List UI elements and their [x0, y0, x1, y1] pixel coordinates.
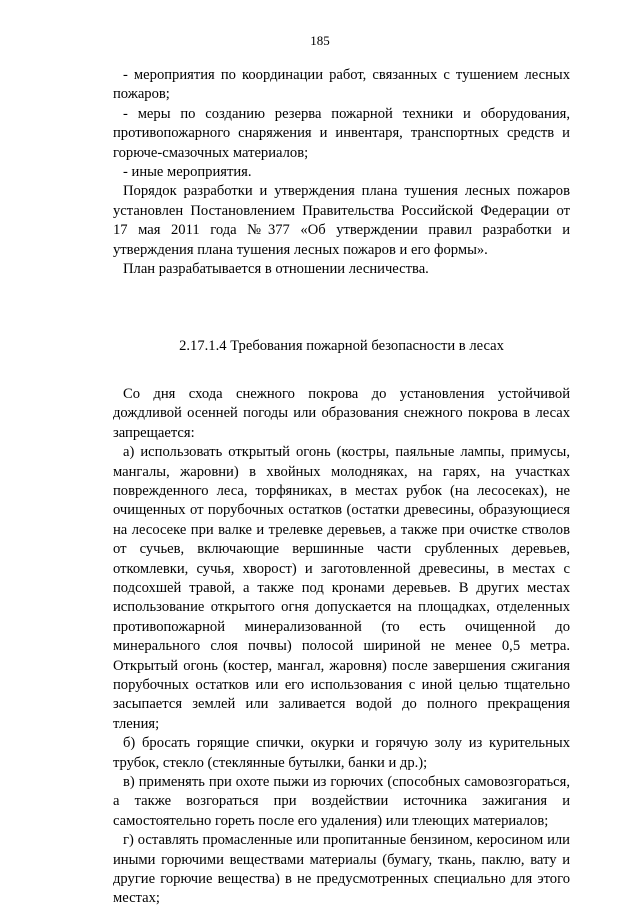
paragraph-plan-procedure: Порядок разработки и утверждения плана тушения лесных пожаров установлен Постановлением Правительства Российской Федерации от 17 мая 2011 года №377 «Об утверждении правил разработки и утверждения плана тушения лесных пожаров и его формы». — [113, 183, 570, 258]
paragraph-item-v: в) применять при охоте пыжи из горючих (способных самовозгораться, а также возгораться при воздействии источника зажигания и самостоятельно гореть после его удаления) или тлеющих материалов; — [113, 774, 570, 829]
paragraph-item-b: б) бросать горящие спички, окурки и горячую золу из курительных трубок, стекло (стеклянные бутылки, банки и др.); — [113, 735, 570, 771]
page-number: 185 — [310, 33, 330, 48]
paragraph-reserve-measures: - меры по созданию резерва пожарной техники и оборудования, противопожарного снаряжения и инвентаря, транспортных средств и горюче-смазочных материалов; — [113, 105, 570, 161]
section-spacer — [113, 279, 570, 337]
page-body — [113, 66, 570, 909]
paragraph-prohibition-intro: Со дня схода снежного покрова до установления устойчивой дождливой осенней погоды или образования снежного покрова в лесах запрещается: — [113, 385, 570, 441]
paragraph-coordination-measures: - мероприятия по координации работ, связанных с тушением лесных пожаров; — [113, 67, 570, 103]
section-heading: 2.17.1.4 Требования пожарной безопасности в лесах — [179, 338, 504, 355]
paragraph-other-measures: - иные мероприятия. — [123, 164, 252, 181]
paragraph-item-g: г) оставлять промасленные или пропитанные бензином, керосином или иными горючими веществами материалы (бумагу, ткань, паклю, вату и другие горючие вещества) в не предусмотренных специально для этого местах; — [113, 832, 570, 907]
heading-spacer — [113, 357, 570, 385]
paragraph-item-a: а) использовать открытый огонь (костры, паяльные лампы, примусы, мангалы, жаровни) в хвойных молодняках, на гарях, на участках поврежденного леса, торфяниках, в местах рубок (на лесосеках), не очищенных от порубочных остатков (остатки древесины, образующиеся на лесосеке при валке и трелевке деревьев, а также при очистке стволов от сучьев, включающие вершинные части срубленных деревьев, откомлевки, сучья, хворост) и заготовленной древесины, в местах с подсохшей травой, а также под кронами деревьев. В других местах использование открытого огня допускается на площадках, отделенных противопожарной минерализованной (то есть очищенной до минерального слоя почвы) полосой шириной не менее 0,5 метра. Открытый огонь (костер, мангал, жаровня) после завершения сжигания порубочных остатков или его использования с иной целью тщательно засыпается землей или заливается водой до полного прекращения тления; — [113, 444, 570, 732]
paragraph-plan-scope: План разрабатывается в отношении лесничества. — [123, 261, 429, 278]
